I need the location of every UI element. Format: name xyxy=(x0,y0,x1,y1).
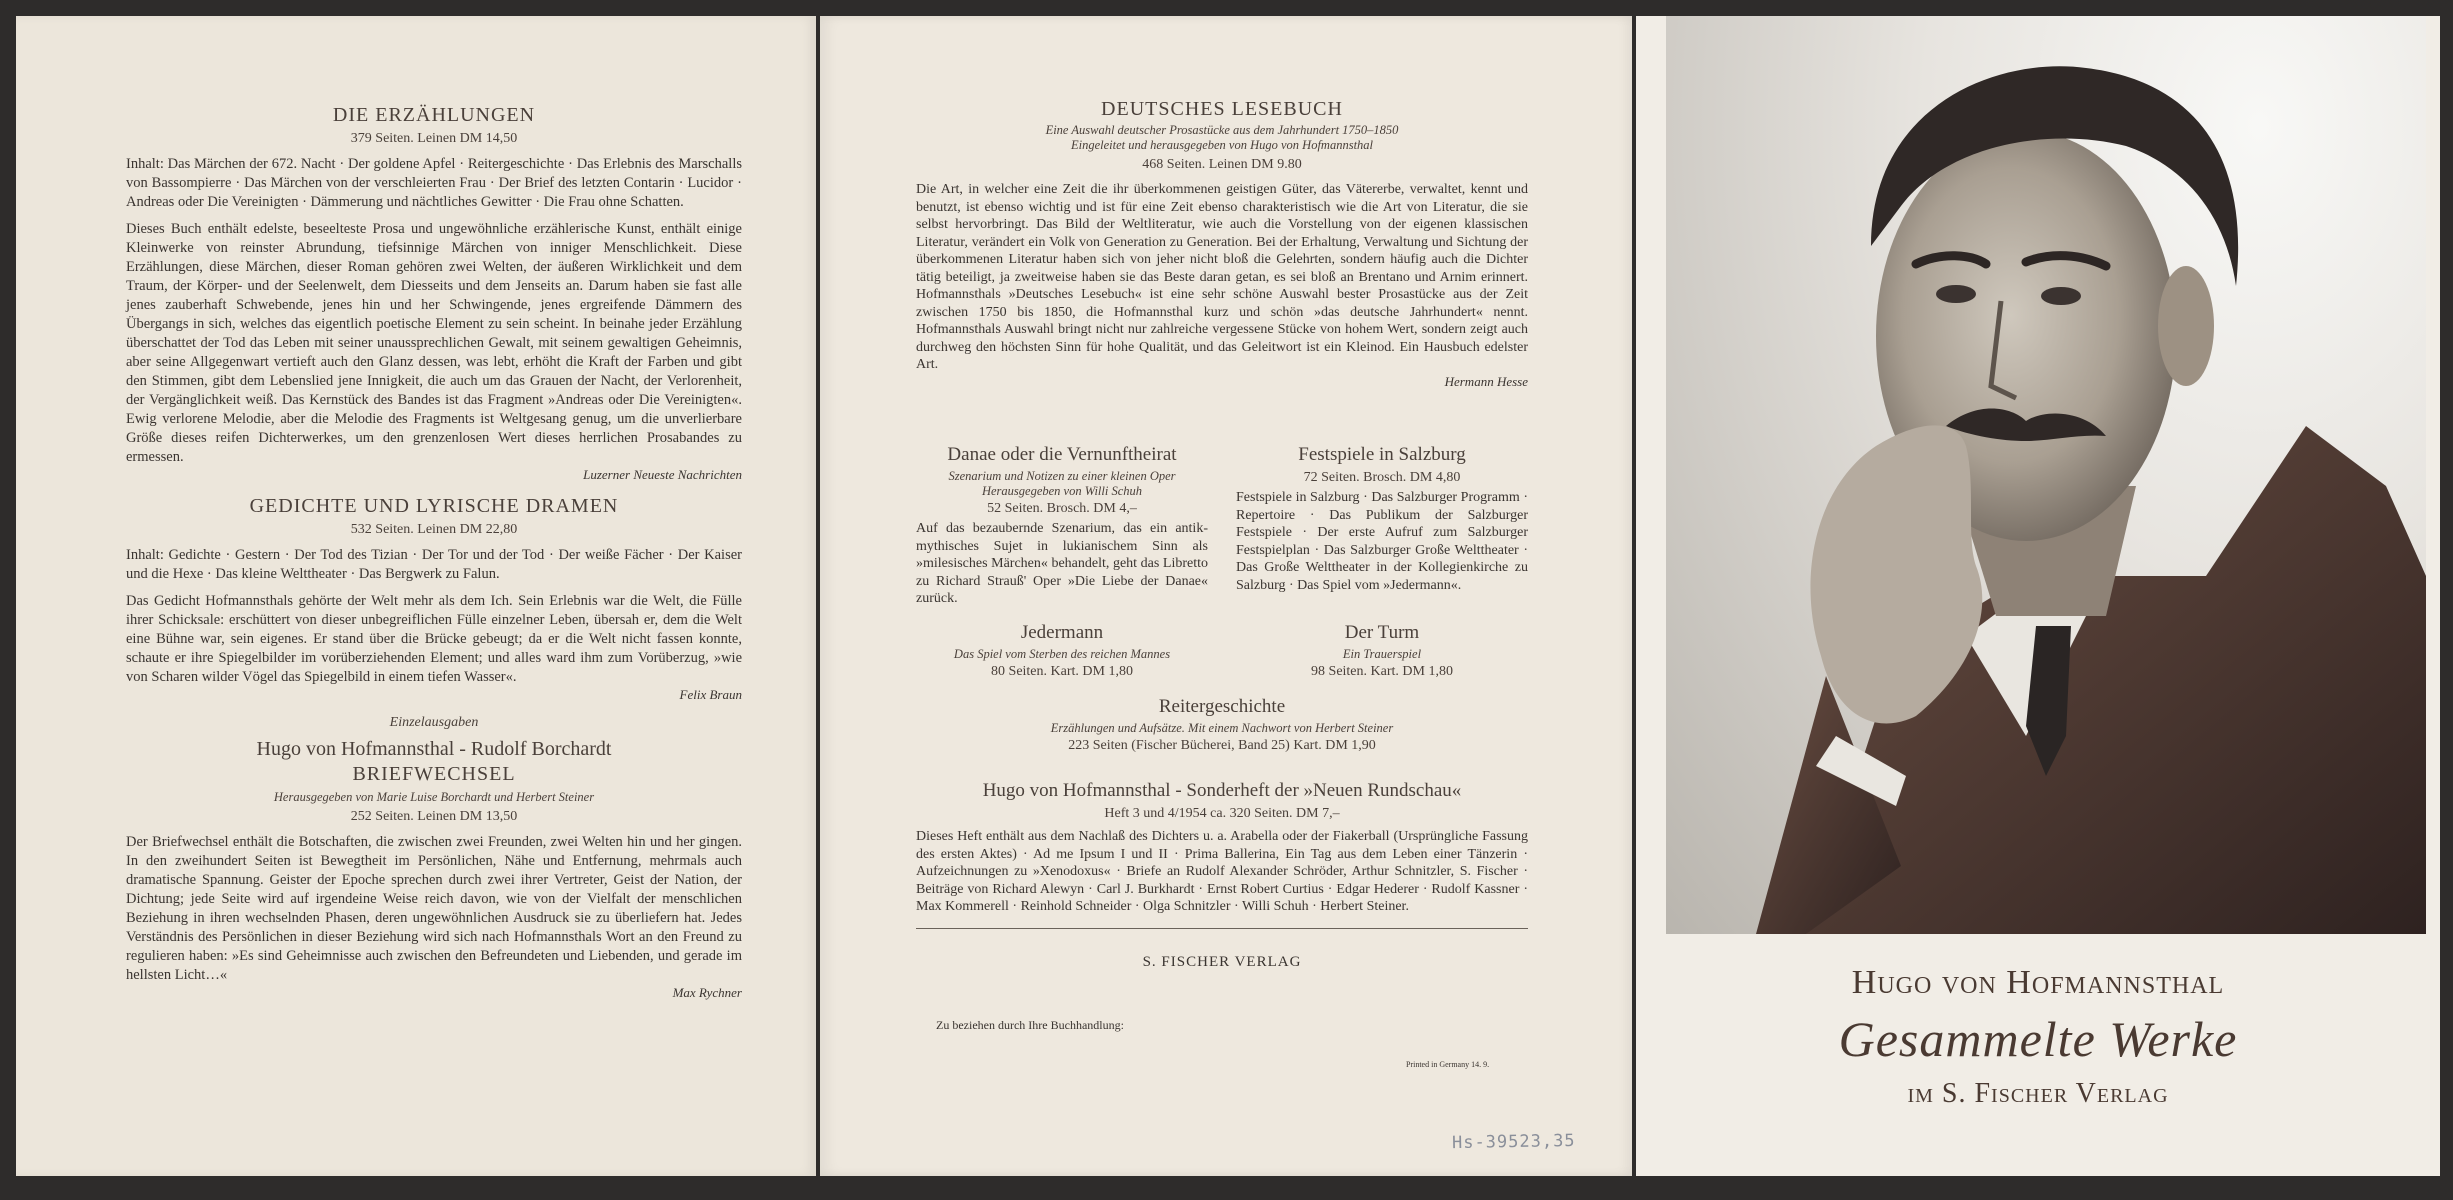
gedichte-info: 532 Seiten. Leinen DM 22,80 xyxy=(350,522,518,537)
festspiele-info: 72 Seiten. Brosch. DM 4,80 xyxy=(1303,470,1461,485)
sonderheft-info: Heft 3 und 4/1954 ca. 320 Seiten. DM 7,– xyxy=(1104,806,1340,821)
erzaehlungen-contents: Inhalt: Das Märchen der 672. Nacht · Der goldene Apfel · Reitergeschichte · Das Erlebnis des Marschalls von Bassompierre · Das Märchen von der verschleierten Frau · Der Brief des letzten Contarin · Lucidor · Andreas oder Die Vereinigten · Dämmerung und nächtliches Gewitter · Die Frau ohne Schatten. xyxy=(126,156,742,210)
lesebuch-title: DEUTSCHES LESEBUCH xyxy=(1101,98,1343,120)
danae-text: Auf das bezaubernde Szenarium, das ein antik-mythisches Sujet in lukianischem Sinn als »milesisches Märchen« behandelt, geht das Libretto zu Richard Strauß' Oper »Die Liebe der Danae« zurück. xyxy=(916,521,1208,606)
danae-subtitle1: Szenarium und Notizen zu einer kleinen Oper xyxy=(948,469,1176,483)
reiter-info: 223 Seiten (Fischer Bücherei, Band 25) Kart. DM 1,90 xyxy=(1068,738,1376,753)
sonderheft-title: Hugo von Hofmannsthal - Sonderheft der »Neuen Rundschau« xyxy=(982,780,1462,801)
festspiele-title: Festspiele in Salzburg xyxy=(1298,444,1466,465)
briefwechsel-editors: Herausgegeben von Marie Luise Borchardt und Herbert Steiner xyxy=(273,790,595,804)
erzaehlungen-source: Luzerner Neueste Nachrichten xyxy=(583,467,742,482)
lesebuch-info: 468 Seiten. Leinen DM 9.80 xyxy=(1142,157,1302,172)
turm-subtitle: Ein Trauerspiel xyxy=(1342,647,1422,661)
brochure-sheet xyxy=(16,16,2440,1176)
section-erzaehlungen xyxy=(126,104,742,1013)
section-turm xyxy=(1236,622,1528,682)
briefwechsel-source: Max Rychner xyxy=(672,985,742,1000)
erzaehlungen-review: Dieses Buch enthält edelste, beseelteste Prosa und ungewöhnliche erzählerische Kunst, enthält einige Kleinwerke von reinster Abrundung, tiefsinnige Märchen von inniger Menschlichkeit. Diese Erzählungen, diese Märchen, dieser Roman gehören zwei Welten, der äußeren Wirklichkeit und dem Traum, der Körper- und der Seelenwelt, dem Diesseits und dem Jenseits an. Darum haben sie fast alle jenes zauberhaft Schwebende, jenes hin und her Schwingende, jenes ergreifende Dämmern des Übergangs in sich, welches das eigentlich poetische Element zu sein scheint. In beinahe jeder Erzählung überschattet der Tod das Leben mit seiner unaussprechlichen Gewalt, mit seinem gewaltigen Geheimnis, aber seine Allgegenwart vertieft auch den Glanz dessen, was lebt, erhöht die Kraft der Farben und gibt den Stimmen, gibt dem Lebenslied jene Innigkeit, die auch um das Grauen der Nacht, der Verlorenheit, der Vergänglichkeit weiß. Das Kernstück des Bandes ist das Fragment »Andreas oder Die Vereinigten«. Ewig verlorene Melodie, aber die Melodie des Fragments ist Weltgesang genug, um die unverlierbare Größe dieses reifen Dichterwerkes, um den grenzenlosen Wert dieses herrlichen Prosabandes zu ermessen. xyxy=(126,221,742,465)
cover-title-publisher: im S. Fischer Verlag xyxy=(1907,1078,2169,1109)
lesebuch-review: Die Art, in welcher eine Zeit die ihr überkommenen geistigen Güter, das Vätererbe, verwaltet, kennt und benutzt, ist ebenso wichtig und ist für eine Zeit ebenso charakteristisch wie die Art von Literatur, die sie selbst hervorbringt. Das Bild der Weltliteratur, wie auch die Vorstellung von der eigenen klassischen Literatur, verändert ein Volk von Generation zu Generation. Bei der Erhaltung, Verwaltung und Sichtung der überkommenen Literatur haben sich von jeher nicht bloß die Gelehrten, sondern häufig auch die Dichter tätig beteiligt, ja zweitweise haben sie das Beste daran getan, es sei bloß an Brentano und Arnim erinnert. Hofmannsthals »Deutsches Lesebuch« ist eine sehr schöne Auswahl bester Prosastücke aus der Zeit zwischen 1750 bis 1850, die Hofmannsthal kurz und schön »das deutsche Jahrhundert« nennt. Hofmannsthals Auswahl bringt nicht nur zahlreiche vergessene Stücke von hohem Wert, sondern zeigt auch durchweg den höchsten Sinn für hohe Qualität, und das Geleitwort ist ein Kleinod. Ein Hausbuch edelster Art. xyxy=(916,182,1528,372)
jedermann-subtitle: Das Spiel vom Sterben des reichen Mannes xyxy=(953,647,1171,661)
publisher-name: S. FISCHER VERLAG xyxy=(1142,954,1302,970)
jedermann-info: 80 Seiten. Kart. DM 1,80 xyxy=(991,664,1133,679)
panel-cover xyxy=(1636,16,2440,1176)
jedermann-title: Jedermann xyxy=(1020,622,1104,643)
erzaehlungen-title: DIE ERZÄHLUNGEN xyxy=(332,104,536,126)
portrait-photo xyxy=(1666,16,2426,934)
briefwechsel-subtitle: BRIEFWECHSEL xyxy=(352,763,516,785)
danae-subtitle2: Herausgegeben von Willi Schuh xyxy=(981,484,1143,498)
gedichte-title: GEDICHTE UND LYRISCHE DRAMEN xyxy=(249,495,619,517)
einzel-label: Einzelausgaben xyxy=(389,715,479,730)
reiter-subtitle: Erzählungen und Aufsätze. Mit einem Nachwort von Herbert Steiner xyxy=(1050,721,1394,735)
briefwechsel-info: 252 Seiten. Leinen DM 13,50 xyxy=(350,809,518,824)
archive-stamp: Hs-39523,35 xyxy=(1451,1130,1576,1154)
lesebuch-source: Hermann Hesse xyxy=(1444,373,1528,389)
briefwechsel-review: Der Briefwechsel enthält die Botschaften, die zwischen zwei Freunden, zwei Welten hin und her gingen. In den zweihundert Seiten ist Bewegtheit im Persönlichen, Nähe und Entfernung, mehrmals auch dramatische Spannung. Geister der Epoche sprechen durch zwei ihrer Vertreter, Geist der Nation, der Dichtung; jede Seite wird auf irgendeine Weise reich davon, wie von der Vielfalt der menschlichen Beziehung in ihren wechselnden Phasen, deren ungewöhnlichen Ausdruck sie zu überliefern hat. Jedes Verständnis des Persönlichen in dieser Beziehung wird sich nach Hofmannsthals Wort an den Freund zu regulieren haben: »Es sind Geheimnisse auch zwischen den Befreundeten und Liebenden, und gerade im hellsten Licht…« xyxy=(126,834,742,983)
gedichte-review: Das Gedicht Hofmannsthals gehörte der Welt mehr als dem Ich. Sein Erlebnis war die Welt, die Fülle ihrer Schicksale: erschüttert von dieser unbegreiflichen Fülle einzelner Leben, übersah er, dem die Welt eine Bühne war, sein eigenes. Er stand über die Brücke gebeugt; da er die Welt nicht fassen konnte, schaute er ihre Spiegelbilder im vorüberziehenden Element; und alles ward ihm zum Vorüberzug, »wie von Scharen wilder Vögel das Spiegelbild in einem tiefen Wasser«. xyxy=(126,593,742,685)
section-reiter xyxy=(916,696,1528,756)
danae-title: Danae oder die Vernunftheirat xyxy=(947,444,1177,465)
danae-info: 52 Seiten. Brosch. DM 4,– xyxy=(987,501,1137,516)
lesebuch-subtitle2: Eingeleitet und herausgegeben von Hugo von Hofmannsthal xyxy=(1070,138,1374,152)
erzaehlungen-info: 379 Seiten. Leinen DM 14,50 xyxy=(350,131,518,146)
section-sonderheft xyxy=(916,780,1528,924)
section-festspiele xyxy=(1236,444,1528,602)
printed-note: Printed in Germany 14. 9. xyxy=(1406,1060,1490,1069)
cover-title-works: Gesammelte Werke xyxy=(1838,1011,2238,1067)
section-lesebuch xyxy=(916,98,1528,402)
panel-left xyxy=(16,16,816,1176)
festspiele-text: Festspiele in Salzburg · Das Salzburger Programm · Repertoire · Das Publikum der Salzburger Festspiele · Der erste Aufruf zum Salzburger Festspielplan · Das Salzburger Große Welttheater · Das Große Welttheater in der Kollegienkirche zu Salzburg · Das Spiel vom »Jedermann«. xyxy=(1236,490,1528,593)
turm-info: 98 Seiten. Kart. DM 1,80 xyxy=(1311,664,1453,679)
order-note: Zu beziehen durch Ihre Buchhandlung: xyxy=(936,1018,1124,1032)
gedichte-contents: Inhalt: Gedichte · Gestern · Der Tod des Tizian · Der Tor und der Tod · Der weiße Fächer · Der Kaiser und die Hexe · Das kleine Welttheater · Das Bergwerk zu Falun. xyxy=(126,547,742,582)
briefwechsel-title: Hugo von Hofmannsthal - Rudolf Borchardt xyxy=(256,738,612,760)
reiter-title: Reitergeschichte xyxy=(1158,696,1286,717)
lesebuch-subtitle1: Eine Auswahl deutscher Prosastücke aus dem Jahrhundert 1750–1850 xyxy=(1045,123,1399,137)
panel-middle xyxy=(820,16,1632,1176)
portrait-figure-icon xyxy=(1666,16,2426,934)
cover-title-author: Hugo von Hofmannsthal xyxy=(1851,964,2225,1001)
section-jedermann xyxy=(916,622,1208,682)
sonderheft-text: Dieses Heft enthält aus dem Nachlaß des Dichters u. a. Arabella oder der Fiakerball (Ursprüngliche Fassung des ersten Aktes) · Ad me Ipsum I und II · Prima Ballerina, Ein Tag aus dem Leben einer Tänzerin · Aufzeichnungen zu »Xenodoxus« · Briefe an Rudolf Alexander Schröder, Arthur Schnitzler, S. Fischer · Beiträge von Richard Alewyn · Carl J. Burkhardt · Ernst Robert Curtius · Edgar Hederer · Rudolf Kassner · Max Kommerell · Reinhold Schneider · Olga Schnitzler · Willi Schuh · Herbert Steiner. xyxy=(916,829,1528,914)
turm-title: Der Turm xyxy=(1344,622,1420,643)
divider-rule xyxy=(916,928,1528,929)
gedichte-source: Felix Braun xyxy=(679,687,742,702)
section-danae xyxy=(916,444,1208,616)
